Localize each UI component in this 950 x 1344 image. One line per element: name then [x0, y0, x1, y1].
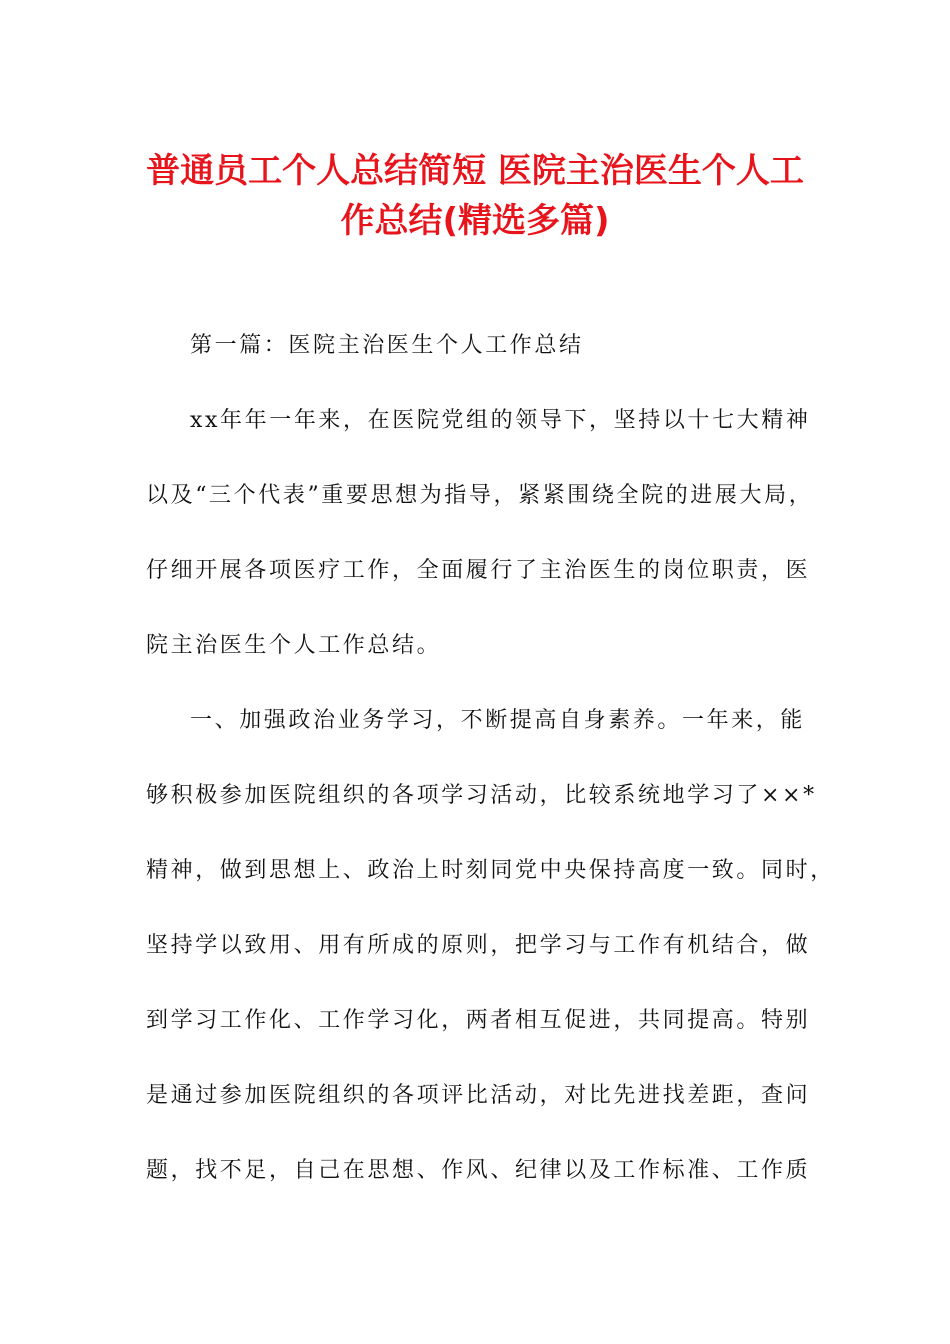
- paragraph-line: 到学习工作化、工作学习化，两者相互促进，共同提高。特别: [146, 1008, 811, 1033]
- document-title: [120, 146, 830, 246]
- paragraph-line: 坚持学以致用、用有所成的原则，把学习与工作有机结合，做: [146, 933, 811, 958]
- title-line-1: 普通员工个人总结简短 医院主治医生个人工: [146, 151, 804, 191]
- paragraph-line: 一、加强政治业务学习，不断提高自身素养。一年来，能: [190, 708, 806, 733]
- paragraph-line: 题，找不足，自己在思想、作风、纪律以及工作标准、工作质: [146, 1158, 811, 1183]
- paragraph-line: xx年年一年来，在医院党组的领导下，坚持以十七大精神: [190, 408, 811, 433]
- paragraph-line: 是通过参加医院组织的各项评比活动，对比先进找差距，查问: [146, 1083, 811, 1108]
- paragraph-line: 够积极参加医院组织的各项学习活动，比较系统地学习了××*: [146, 783, 817, 808]
- paragraph-line: 仔细开展各项医疗工作，全面履行了主治医生的岗位职责，医: [146, 558, 811, 583]
- section-heading: 第一篇：医院主治医生个人工作总结: [190, 333, 584, 358]
- paragraph-line: 院主治医生个人工作总结。: [146, 633, 442, 658]
- title-line-2: 作总结(精选多篇): [340, 201, 610, 241]
- paragraph-line: 以及“三个代表”重要思想为指导，紧紧围绕全院的进展大局，: [146, 483, 814, 508]
- paragraph-line: 精神，做到思想上、政治上时刻同党中央保持高度一致。同时，: [146, 858, 835, 883]
